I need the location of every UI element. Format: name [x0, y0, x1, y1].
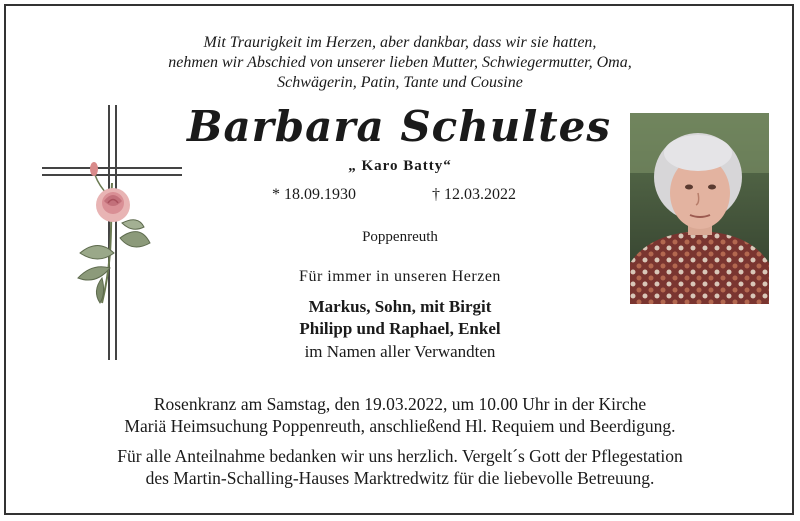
service-line-2: Mariä Heimsuchung Poppenreuth, anschließend Hl. Requiem und Beerdigung. [124, 416, 676, 436]
death-date: † 12.03.2022 [432, 186, 516, 203]
deceased-nickname: „ Karo Batty“ [348, 158, 452, 174]
intro-line-3: Schwägerin, Patin, Tante und Cousine [277, 74, 523, 91]
hometown: Poppenreuth [362, 229, 438, 245]
motto: Für immer in unseren Herzen [299, 268, 501, 285]
portrait-photo [630, 113, 769, 304]
cross-with-rose-icon [40, 103, 190, 368]
signer-line-1: Markus, Sohn, mit Birgit [308, 297, 492, 316]
intro-line-2: nehmen wir Abschied von unserer lieben Mutter, Schwiegermutter, Oma, [168, 54, 632, 71]
thanks-line-1: Für alle Anteilnahme bedanken wir uns herzlich. Vergelt´s Gott der Pflegestation [117, 446, 683, 466]
thanks-line-2: des Martin-Schalling-Hauses Marktredwitz für die liebevolle Betreuung. [145, 468, 655, 488]
birth-date: * 18.09.1930 [272, 186, 356, 203]
intro-line-1: Mit Traurigkeit im Herzen, aber dankbar, dass wir sie hatten, [203, 34, 597, 51]
signer-line-2: Philipp und Raphael, Enkel [299, 319, 501, 338]
deceased-name: Barbara Schultes [186, 102, 612, 151]
service-line-1: Rosenkranz am Samstag, den 19.03.2022, um 10.00 Uhr in der Kirche [153, 394, 647, 414]
signer-line-3: im Namen aller Verwandten [304, 342, 496, 361]
